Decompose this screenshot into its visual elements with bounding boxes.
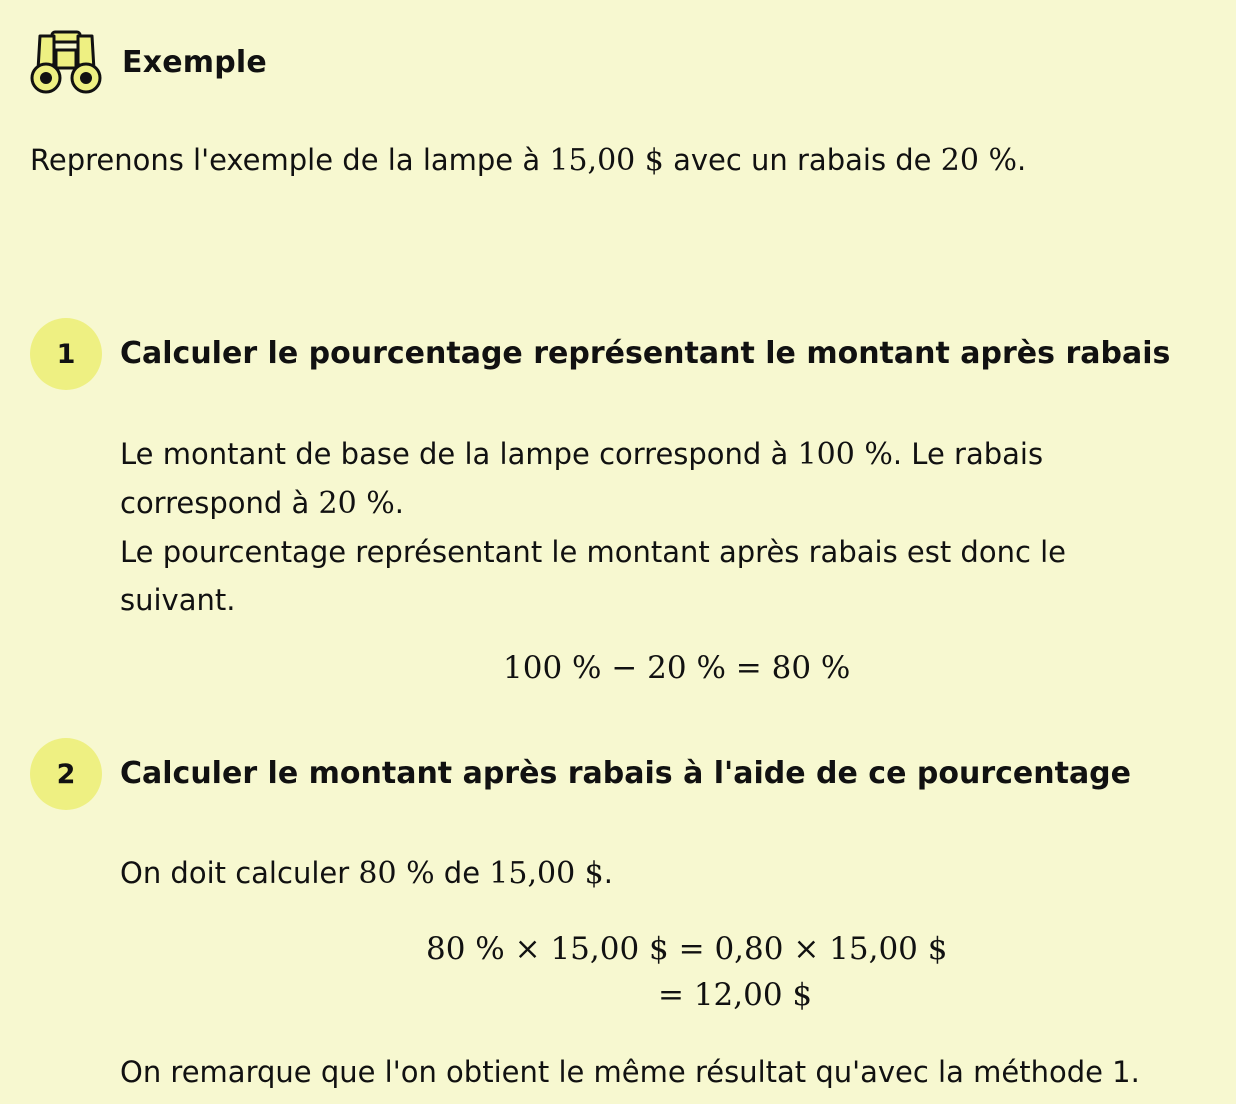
base-price: 15,00 $ (489, 856, 604, 891)
binoculars-icon (30, 28, 102, 96)
step-1-line-4: suivant. (120, 583, 236, 617)
example-header (30, 28, 267, 96)
step-2-explanation: On doit calculer 80 % de 15,00 $. (120, 856, 613, 891)
base-percent: 100 % (797, 437, 893, 472)
step-2-equation (426, 926, 947, 1018)
step-1-line-1: Le montant de base de la lampe correspond à 100 %. Le rabais (120, 437, 1044, 472)
discount-percent: 20 % (318, 486, 395, 521)
step-1-explanation (120, 430, 1160, 624)
step-1-line-2: correspond à 20 %. (120, 486, 404, 521)
after-discount-percent: 80 % (358, 856, 435, 891)
intro-sentence (30, 136, 1026, 185)
step-1-line-3: Le pourcentage représentant le montant après rabais est donc le (120, 535, 1067, 569)
step-2-badge: 2 (30, 738, 102, 810)
intro-text-2: avec un rabais de (663, 143, 941, 177)
intro-text: Reprenons l'exemple de la lampe à (30, 143, 550, 177)
intro-price: 15,00 $ (549, 143, 664, 178)
intro-discount: 20 % (940, 143, 1017, 178)
step-1-title: Calculer le pourcentage représentant le montant après rabais (120, 336, 1171, 371)
step-2-title: Calculer le montant après rabais à l'aide de ce pourcentage (120, 756, 1132, 791)
conclusion: On remarque que l'on obtient le même résultat qu'avec la méthode 1. (120, 1055, 1140, 1089)
intro-text-3: . (1016, 143, 1027, 177)
step-1-equation: 100 % − 20 % = 80 % (503, 650, 851, 686)
example-title: Exemple (122, 44, 267, 80)
step-1-badge: 1 (30, 318, 102, 390)
equation-line-1: 80 % × 15,00 $ = 0,80 × 15,00 $ (426, 931, 948, 967)
equation-line-2: = 12,00 $ (658, 977, 813, 1013)
